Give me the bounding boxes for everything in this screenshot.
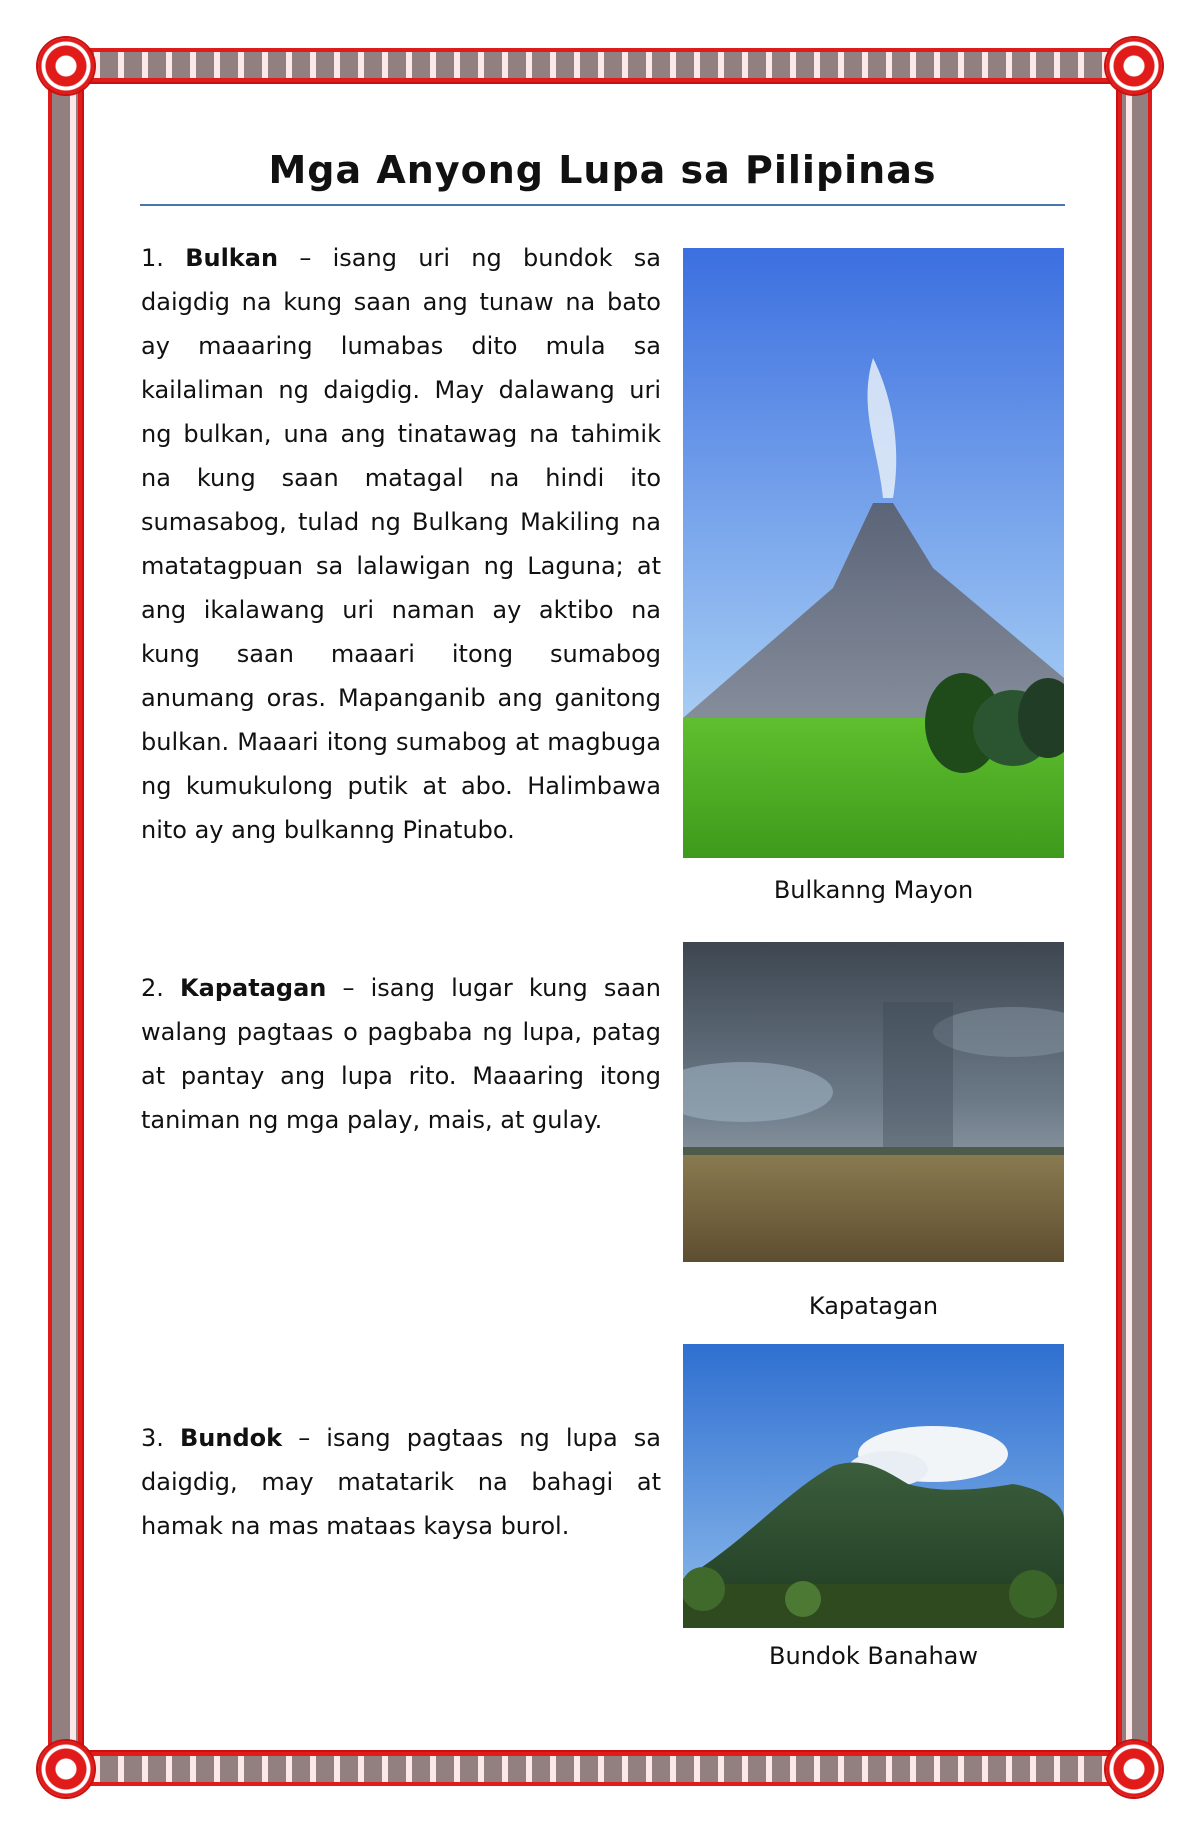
corner-ornament-icon [38,38,94,94]
photo-mount-banahaw [683,1344,1064,1628]
paragraph-kapatagan [141,966,661,1142]
photo-mayon-volcano [683,248,1064,858]
definition-bundok: – isang pagtaas ng lupa sa daigdig, may matatarik na bahagi at hamak na mas mataas kaysa burol. [141,1424,661,1540]
paragraph-bundok [141,1416,661,1548]
definition-bulkan: – isang uri ng bundok sa daigdig na kung saan ang tunaw na bato ay maaaring lumabas dito mula sa kailaliman ng daigdig. May dalawang uri ng bulkan, una ang tinatawag na tahimik na kung saan matagal na hindi ito sumasabog, tulad ng Bulkang Makiling na matatagpuan sa lalawigan ng Laguna; at ang ikalawang uri naman ay aktibo na kung saan maaari itong sumabog anumang oras. Mapanganib ang ganitong bulkan. Maaari itong sumabog at magbuga ng kumukulong putik at abo. Halimbawa nito ay ang bulkanng Pinatubo. [141,244,661,844]
term-kapatagan: Kapatagan [180,974,327,1002]
volcano-image [683,248,1064,858]
caption-bulkan: Bulkanng Mayon [773,876,974,904]
plain-image [683,942,1064,1262]
corner-ornament-icon [38,1741,94,1797]
paragraph-bulkan [141,236,661,852]
mountain-image [683,1344,1064,1628]
item-number: 2. [141,974,164,1002]
caption-bundok: Bundok Banahaw [769,1642,978,1670]
item-number: 3. [141,1424,164,1452]
title-underline [140,204,1065,206]
corner-ornament-icon [1106,38,1162,94]
page-title: Mga Anyong Lupa sa Pilipinas [268,148,937,192]
term-bulkan: Bulkan [185,244,279,272]
term-bundok: Bundok [180,1424,283,1452]
definition-kapatagan: – isang lugar kung saan walang pagtaas o pagbaba ng lupa, patag at pantay ang lupa rito. Maaaring itong taniman ng mga palay, mais, at gulay. [141,974,661,1134]
item-number: 1. [141,244,164,272]
caption-kapatagan: Kapatagan [808,1292,939,1320]
photo-plain [683,942,1064,1262]
corner-ornament-icon [1106,1741,1162,1797]
